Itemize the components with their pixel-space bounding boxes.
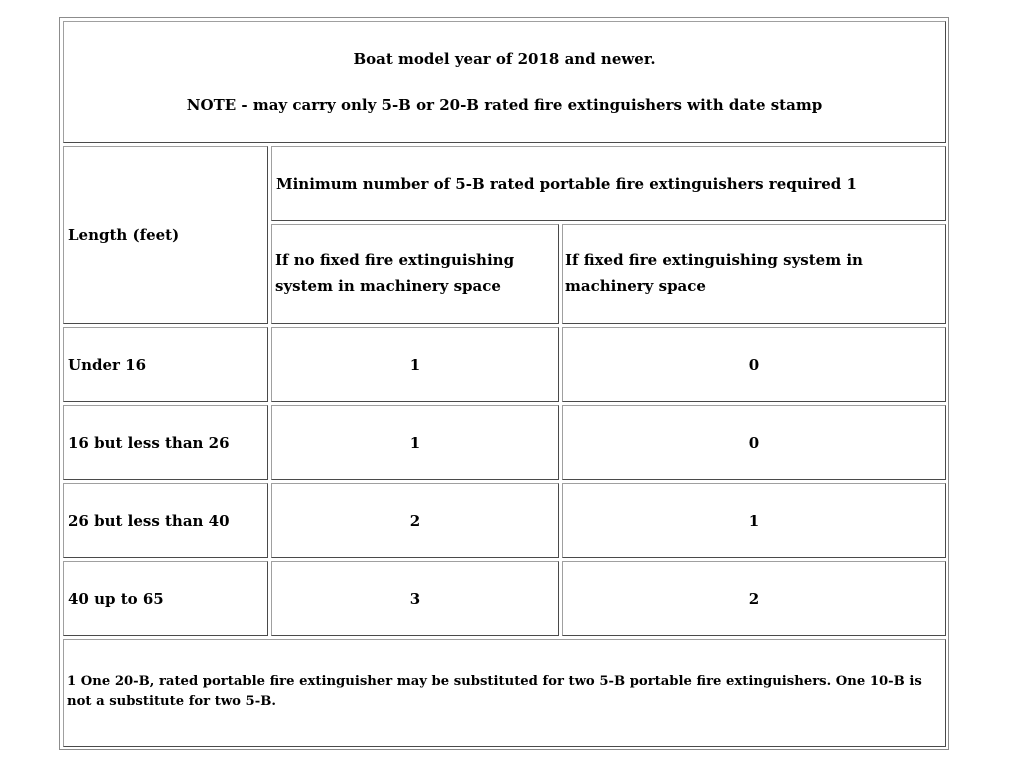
no-fixed-system-header-cell bbox=[271, 224, 559, 324]
no-fixed-count: 3 bbox=[409, 589, 421, 608]
row-length-label: Under 16 bbox=[68, 355, 147, 374]
table-row-fixed-value bbox=[562, 405, 946, 480]
min-number-header bbox=[276, 171, 857, 197]
fixed-system-header: If fixed fire extinguishing system in machinery space bbox=[565, 251, 863, 295]
table-row-length bbox=[63, 483, 268, 558]
table-row-length bbox=[63, 561, 268, 636]
row-length-label: 26 but less than 40 bbox=[68, 511, 230, 530]
min-number-header-cell bbox=[271, 146, 946, 221]
table-row-no-fixed-value bbox=[271, 405, 559, 480]
footnote-ref: 1 bbox=[846, 174, 857, 193]
table-row-fixed-value bbox=[562, 483, 946, 558]
row-length-label: 16 but less than 26 bbox=[68, 433, 230, 452]
min-number-header-text: Minimum number of 5-B rated portable fire extinguishers required bbox=[276, 174, 842, 193]
footnote-cell bbox=[63, 639, 946, 747]
length-header-cell bbox=[63, 146, 268, 324]
no-fixed-count: 2 bbox=[409, 511, 421, 530]
row-length-label: 40 up to 65 bbox=[68, 589, 164, 608]
length-header: Length (feet) bbox=[68, 226, 180, 244]
table-row-no-fixed-value bbox=[271, 483, 559, 558]
footnote-text: 1 One 20-B, rated portable fire extinguisher may be substituted for two 5-B portable fire extinguishers. One 10-B is not a substitute for two 5-B. bbox=[67, 674, 922, 709]
no-fixed-system-header: If no fixed fire extinguishing system in machinery space bbox=[275, 251, 515, 295]
no-fixed-count: 1 bbox=[409, 433, 421, 452]
fixed-count: 0 bbox=[748, 433, 760, 452]
table-row-fixed-value bbox=[562, 327, 946, 402]
fixed-count: 1 bbox=[748, 511, 760, 530]
table-row-fixed-value bbox=[562, 561, 946, 636]
fixed-system-header-cell bbox=[562, 224, 946, 324]
table-row-length bbox=[63, 405, 268, 480]
model-year-title: Boat model year of 2018 and newer. bbox=[353, 50, 656, 68]
table-title-cell bbox=[63, 21, 946, 143]
table-row-no-fixed-value bbox=[271, 327, 559, 402]
no-fixed-count: 1 bbox=[409, 355, 421, 374]
table-row-no-fixed-value bbox=[271, 561, 559, 636]
fixed-count: 0 bbox=[748, 355, 760, 374]
note-text: NOTE - may carry only 5-B or 20-B rated fire extinguishers with date stamp bbox=[186, 96, 823, 114]
fixed-count: 2 bbox=[748, 589, 760, 608]
table-row-length bbox=[63, 327, 268, 402]
